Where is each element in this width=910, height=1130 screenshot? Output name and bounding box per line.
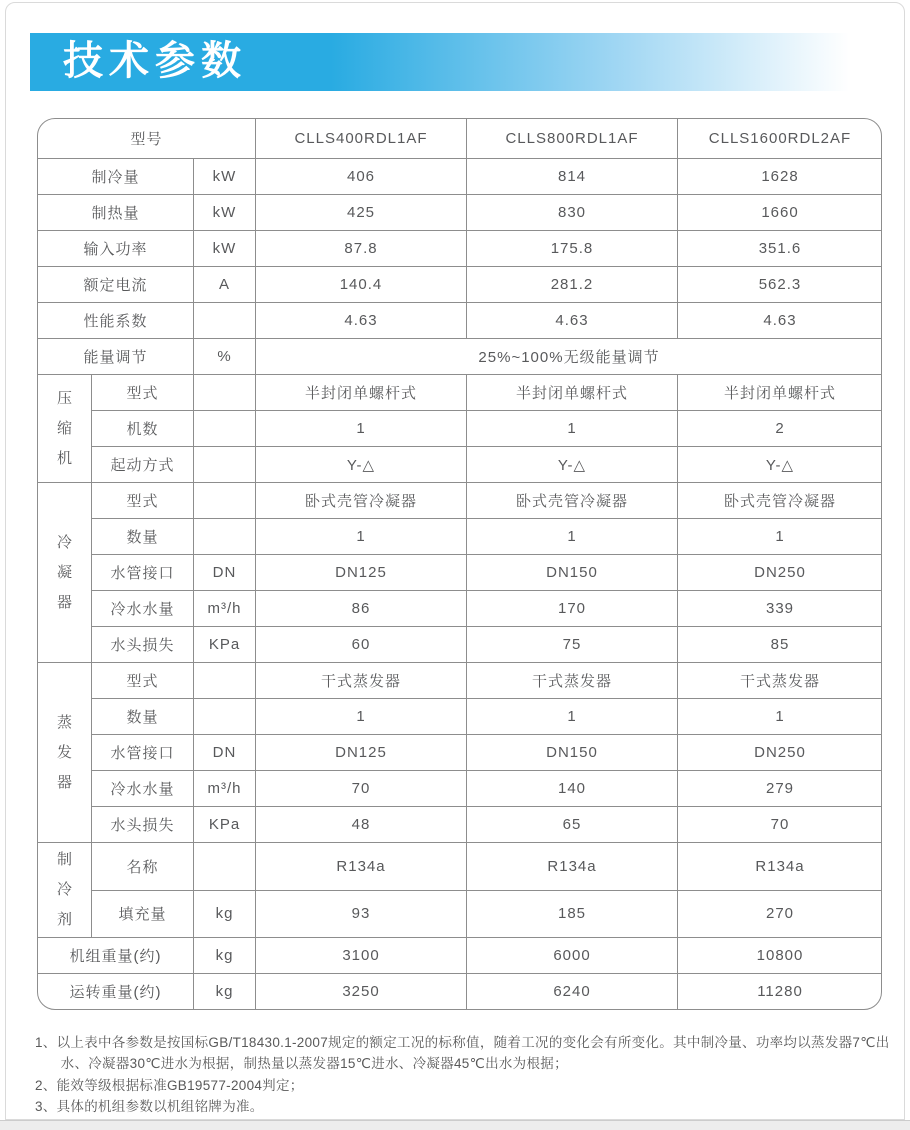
value-cell: 3100 [256, 938, 467, 974]
row-label: 数量 [92, 699, 194, 735]
section-banner [30, 33, 866, 91]
spec-table-container [37, 118, 882, 1010]
value-cell: 1660 [678, 195, 883, 231]
unit-cell: DN [194, 735, 256, 771]
value-cell: 1 [256, 699, 467, 735]
row-label: 机组重量(约) [38, 938, 194, 974]
row-label: 性能系数 [38, 303, 194, 339]
value-cell: 3250 [256, 974, 467, 1010]
unit-cell [194, 483, 256, 519]
value-cell: R134a [256, 843, 467, 891]
unit-cell: DN [194, 555, 256, 591]
row-label: 型式 [92, 483, 194, 519]
row-label: 型式 [92, 375, 194, 411]
row-label: 型式 [92, 663, 194, 699]
value-cell: Y-△ [256, 447, 467, 483]
unit-cell [194, 663, 256, 699]
table-row-energy [38, 339, 883, 375]
value-cell: DN125 [256, 555, 467, 591]
value-cell: 半封闭单螺杆式 [678, 375, 883, 411]
row-label: 输入功率 [38, 231, 194, 267]
value-cell: R134a [467, 843, 678, 891]
row-label: 机数 [92, 411, 194, 447]
row-label: 起动方式 [92, 447, 194, 483]
value-cell: 卧式壳管冷凝器 [467, 483, 678, 519]
value-cell: 185 [467, 890, 678, 938]
value-cell: 干式蒸发器 [256, 663, 467, 699]
value-cell: 1628 [678, 159, 883, 195]
table-row [38, 519, 883, 555]
value-cell: 85 [678, 627, 883, 663]
value-cell: 562.3 [678, 267, 883, 303]
value-cell: 65 [467, 807, 678, 843]
value-cell: 70 [256, 771, 467, 807]
value-cell: Y-△ [467, 447, 678, 483]
table-row [38, 699, 883, 735]
value-cell: 270 [678, 890, 883, 938]
row-label: 填充量 [92, 890, 194, 938]
value-cell: 6000 [467, 938, 678, 974]
table-row [38, 663, 883, 699]
table-row [38, 303, 883, 339]
table-row [38, 483, 883, 519]
footnote-2: 2、能效等级根据标准GB19577-2004判定； [35, 1077, 304, 1093]
value-cell: 10800 [678, 938, 883, 974]
unit-cell: kg [194, 890, 256, 938]
value-cell: 6240 [467, 974, 678, 1010]
unit-cell [194, 843, 256, 891]
value-cell: 406 [256, 159, 467, 195]
value-cell: 4.63 [678, 303, 883, 339]
row-label: 冷水水量 [92, 591, 194, 627]
unit-cell [194, 699, 256, 735]
row-label: 名称 [92, 843, 194, 891]
value-cell: 1 [256, 519, 467, 555]
value-cell: 281.2 [467, 267, 678, 303]
unit-cell [194, 375, 256, 411]
table-row-header [38, 119, 883, 159]
unit-cell: KPa [194, 627, 256, 663]
unit-cell [194, 303, 256, 339]
table-row [38, 938, 883, 974]
table-row [38, 411, 883, 447]
unit-cell: % [194, 339, 256, 375]
value-cell: 1 [467, 411, 678, 447]
value-cell: 4.63 [256, 303, 467, 339]
table-row [38, 375, 883, 411]
table-row [38, 627, 883, 663]
value-cell: DN150 [467, 555, 678, 591]
table-row [38, 267, 883, 303]
table-row [38, 735, 883, 771]
value-cell: 425 [256, 195, 467, 231]
value-cell: 1 [467, 699, 678, 735]
value-cell: 1 [678, 699, 883, 735]
value-cell: 830 [467, 195, 678, 231]
table-row [38, 807, 883, 843]
unit-cell: kW [194, 159, 256, 195]
value-cell: 48 [256, 807, 467, 843]
table-row [38, 771, 883, 807]
table-row [38, 195, 883, 231]
unit-cell: kg [194, 938, 256, 974]
spec-table [37, 118, 882, 1010]
table-row [38, 591, 883, 627]
table-row [38, 231, 883, 267]
value-cell: Y-△ [678, 447, 883, 483]
value-cell: 75 [467, 627, 678, 663]
value-cell: DN250 [678, 735, 883, 771]
group-label-refrigerant: 制冷剂 [38, 843, 92, 938]
value-cell: 半封闭单螺杆式 [467, 375, 678, 411]
table-row [38, 974, 883, 1010]
value-cell: 1 [467, 519, 678, 555]
value-cell: 87.8 [256, 231, 467, 267]
unit-cell: KPa [194, 807, 256, 843]
unit-cell: m³/h [194, 771, 256, 807]
row-label: 制热量 [38, 195, 194, 231]
footnote-1: 1、以上表中各参数是按国标GB/T18430.1-2007规定的额定工况的标称值，随着工况的变化会有所变化。其中制冷量、功率均以蒸发器7℃出水、冷凝器30℃进水为根据，制热量以蒸发器15℃进水、冷凝器45℃出水为根据； [35, 1035, 890, 1072]
value-cell: 1 [678, 519, 883, 555]
value-cell: DN250 [678, 555, 883, 591]
model-name-2: CLLS800RDL1AF [467, 119, 678, 159]
value-cell: DN125 [256, 735, 467, 771]
value-cell: 半封闭单螺杆式 [256, 375, 467, 411]
model-name-1: CLLS400RDL1AF [256, 119, 467, 159]
value-cell: 140.4 [256, 267, 467, 303]
value-cell: 814 [467, 159, 678, 195]
value-cell: 1 [256, 411, 467, 447]
value-cell: 279 [678, 771, 883, 807]
unit-cell [194, 447, 256, 483]
unit-cell: kW [194, 231, 256, 267]
row-label: 水管接口 [92, 735, 194, 771]
value-cell: 干式蒸发器 [467, 663, 678, 699]
page-bottom-edge [0, 1120, 910, 1130]
group-label-evaporator: 蒸发器 [38, 663, 92, 843]
row-label: 额定电流 [38, 267, 194, 303]
row-label: 水头损失 [92, 627, 194, 663]
value-cell: 干式蒸发器 [678, 663, 883, 699]
value-cell: 86 [256, 591, 467, 627]
table-row [38, 555, 883, 591]
row-label: 冷水水量 [92, 771, 194, 807]
value-cell: 4.63 [467, 303, 678, 339]
row-label: 运转重量(约) [38, 974, 194, 1010]
unit-cell: kg [194, 974, 256, 1010]
value-cell: 60 [256, 627, 467, 663]
row-label: 水管接口 [92, 555, 194, 591]
value-cell: 70 [678, 807, 883, 843]
value-cell: 卧式壳管冷凝器 [678, 483, 883, 519]
value-cell: DN150 [467, 735, 678, 771]
footnote-3: 3、具体的机组参数以机组铭牌为准。 [35, 1098, 264, 1114]
group-label-compressor: 压缩机 [38, 375, 92, 483]
row-label: 数量 [92, 519, 194, 555]
value-cell: 339 [678, 591, 883, 627]
footnotes [35, 1032, 897, 1117]
value-cell-span: 25%~100%无级能量调节 [256, 339, 883, 375]
page-title: 技术参数 [63, 39, 247, 83]
value-cell: 175.8 [467, 231, 678, 267]
unit-cell: A [194, 267, 256, 303]
unit-cell [194, 519, 256, 555]
table-row [38, 447, 883, 483]
value-cell: 140 [467, 771, 678, 807]
value-cell: 93 [256, 890, 467, 938]
row-label: 水头损失 [92, 807, 194, 843]
table-row [38, 843, 883, 891]
unit-cell: m³/h [194, 591, 256, 627]
value-cell: 2 [678, 411, 883, 447]
model-name-3: CLLS1600RDL2AF [678, 119, 883, 159]
model-header-label: 型号 [38, 119, 256, 159]
row-label: 能量调节 [38, 339, 194, 375]
value-cell: 11280 [678, 974, 883, 1010]
value-cell: R134a [678, 843, 883, 891]
value-cell: 卧式壳管冷凝器 [256, 483, 467, 519]
value-cell: 170 [467, 591, 678, 627]
table-row [38, 159, 883, 195]
group-label-condenser: 冷凝器 [38, 483, 92, 663]
table-row [38, 890, 883, 938]
unit-cell [194, 411, 256, 447]
value-cell: 351.6 [678, 231, 883, 267]
row-label: 制冷量 [38, 159, 194, 195]
unit-cell: kW [194, 195, 256, 231]
